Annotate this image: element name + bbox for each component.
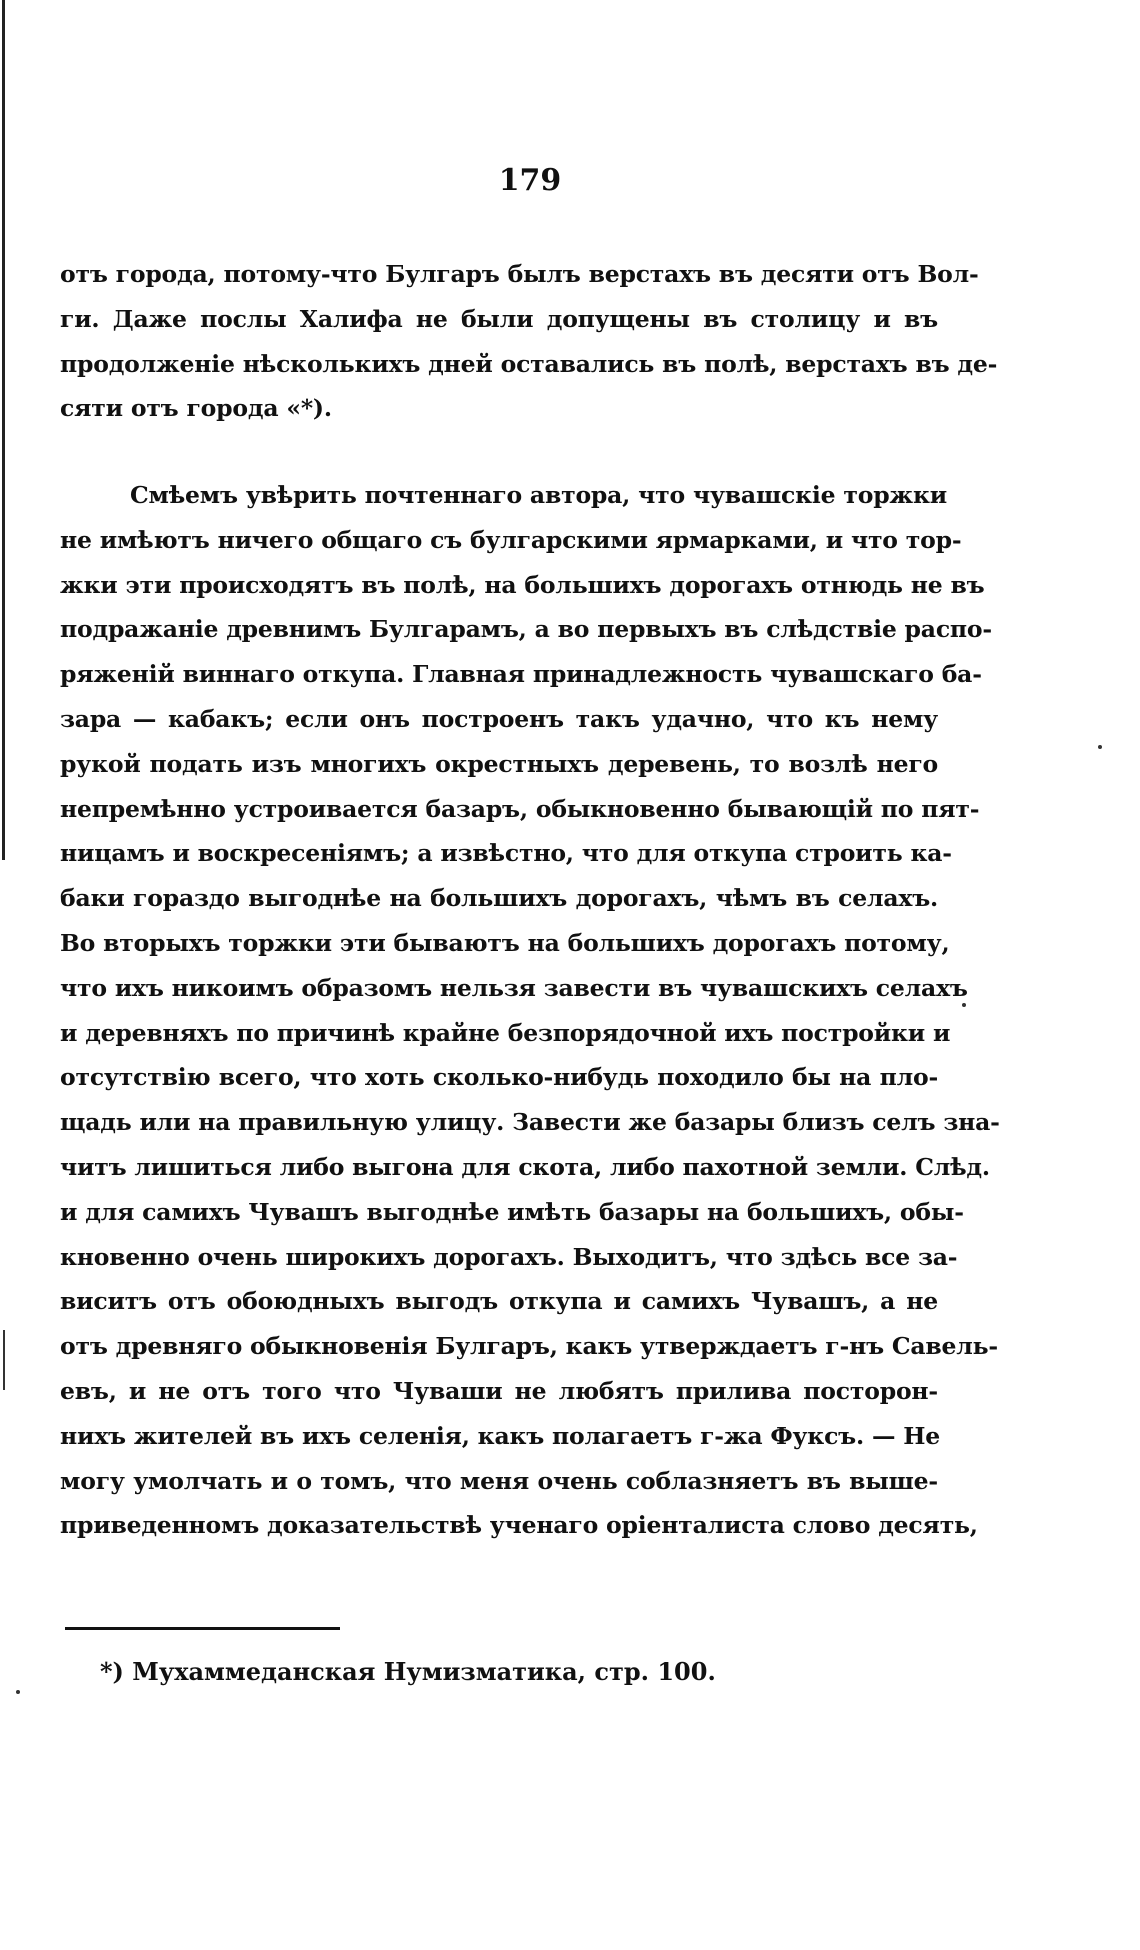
text-line: могу умолчать и о томъ, что меня очень соблазняетъ въ выше- (60, 1466, 938, 1495)
text-line: нихъ жителей въ ихъ селенія, какъ полагаетъ г-жа Фуксъ. — Не (60, 1421, 941, 1450)
paragraph-main (60, 473, 1000, 1548)
scan-speck (16, 1690, 20, 1694)
scan-speck (1098, 745, 1102, 749)
text-line: непремѣнно устроивается базаръ, обыкновенно бывающій по пят- (60, 794, 980, 823)
text-line: баки гораздо выгоднѣе на большихъ дорогахъ, чѣмъ въ селахъ. (60, 884, 938, 913)
text-line: отъ города, потому-что Булгаръ былъ верстахъ въ десяти отъ Вол- (60, 260, 979, 288)
footnote-separator (65, 1627, 340, 1630)
text-line: евъ, и не отъ того что Чуваши не любятъ прилива посторон- (60, 1376, 938, 1405)
footnote: *) Мухаммеданская Нумизматика, стр. 100. (100, 1657, 716, 1686)
text-line: не имѣютъ ничего общаго съ булгарскими ярмарками, и что тор- (60, 525, 962, 554)
scan-speck (962, 1003, 966, 1007)
text-line: приведенномъ доказательствѣ ученаго оріенталиста слово десять, (60, 1511, 978, 1540)
text-line: жки эти происходятъ въ полѣ, на большихъ дорогахъ отнюдь не въ (60, 570, 985, 599)
text-line: щадь или на правильную улицу. Завести же базары близъ селъ зна- (60, 1108, 1000, 1137)
text-line: сяти отъ города «*). (60, 394, 332, 423)
text-line: рукой подать изъ многихъ окрестныхъ деревень, то возлѣ него (60, 749, 938, 778)
text-line: зара — кабакъ; если онъ построенъ такъ удачно, что къ нему (60, 704, 938, 733)
text-line: ряженій виннаго откупа. Главная принадлежность чувашскаго ба- (60, 660, 982, 689)
text-line: читъ лишиться либо выгона для скота, либо пахотной земли. Слѣд. (60, 1152, 990, 1181)
text-line: Смѣемъ увѣрить почтеннаго автора, что чувашскіе торжки (130, 481, 947, 509)
text-line: отсутствію всего, что хоть сколько-нибудь походило бы на пло- (60, 1063, 938, 1092)
text-line: ницамъ и воскресеніямъ; а извѣстно, что для откупа строить ка- (60, 839, 952, 868)
text-line: продолженіе нѣсколькихъ дней оставались въ полѣ, верстахъ въ де- (60, 349, 998, 378)
text-line: что ихъ никоимъ образомъ нельзя завести въ чувашскихъ селахъ (60, 973, 968, 1002)
text-line: и для самихъ Чувашъ выгоднѣе имѣть базары на большихъ, обы- (60, 1197, 964, 1226)
page-number: 179 (498, 163, 562, 198)
text-line: отъ древняго обыкновенія Булгаръ, какъ утверждаетъ г-нъ Савель- (60, 1332, 998, 1361)
scan-edge-mark (2, 0, 5, 860)
text-line: кновенно очень широкихъ дорогахъ. Выходитъ, что здѣсь все за- (60, 1242, 958, 1271)
scan-edge-mark (3, 1330, 5, 1390)
text-line: Во вторыхъ торжки эти бываютъ на большихъ дорогахъ потому, (60, 928, 950, 957)
text-line: подражаніе древнимъ Булгарамъ, а во первыхъ въ слѣдствіе распо- (60, 615, 992, 644)
text-line: и деревняхъ по причинѣ крайне безпорядочной ихъ постройки и (60, 1018, 951, 1047)
text-line: виситъ отъ обоюдныхъ выгодъ откупа и самихъ Чувашъ, а не (60, 1287, 938, 1316)
paragraph-continuation (60, 252, 998, 431)
text-line: ги. Даже послы Халифа не были допущены въ столицу и въ (60, 304, 938, 333)
